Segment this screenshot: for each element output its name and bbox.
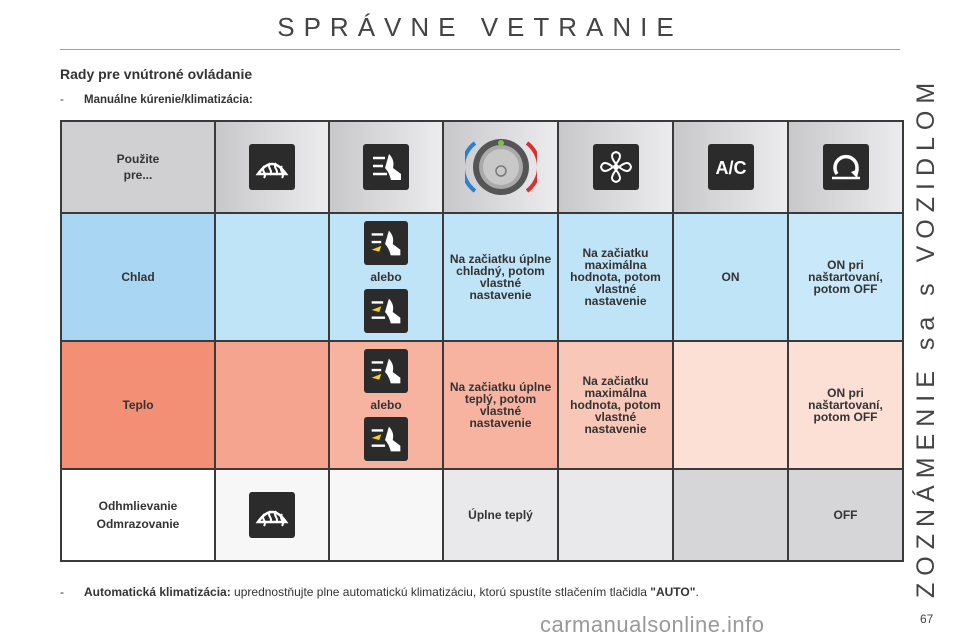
fan-icon [593, 144, 639, 190]
air-distribution-icon [363, 144, 409, 190]
header-defrost-cell [215, 121, 329, 213]
cold-temperature-text: Na začiatku úplne chladný, potom vlastné nastavenie [443, 213, 558, 341]
warm-temperature-text: Na začiatku úplne teplý, potom vlastné nastavenie [443, 341, 558, 469]
bullet-dash: - [60, 94, 64, 106]
or-label: alebo [370, 398, 402, 412]
ac-icon-label: A/C [715, 158, 746, 178]
manual-heating-subheading [60, 94, 253, 106]
cold-ac-text: ON [673, 213, 788, 341]
air-recirculation-icon [823, 144, 869, 190]
header-distribution-cell [329, 121, 443, 213]
section-heading: Rady pre vnútroné ovládanie [60, 66, 253, 82]
use-for-line2: pre... [123, 168, 153, 182]
warm-ac-cell [673, 341, 788, 469]
auto-button-label: "AUTO" [650, 585, 696, 599]
auto-climate-note [60, 585, 699, 599]
defog-temperature-text: Úplne teplý [443, 469, 558, 561]
warm-row [61, 341, 903, 469]
air-distribution-upper-icon [364, 221, 408, 265]
header-ac-cell [673, 121, 788, 213]
windshield-defrost-icon [249, 144, 295, 190]
warm-fan-text: Na začiatku maximálna hodnota, potom vlastné nastavenie [558, 341, 673, 469]
cold-fan-text: Na začiatku maximálna hodnota, potom vlastné nastavenie [558, 213, 673, 341]
side-chapter-title: ZOZNÁMENIE sa s VOZIDLOM [912, 75, 940, 598]
manual-heating-label: Manuálne kúrenie/klimatizácia: [84, 94, 253, 106]
air-distribution-lower-icon [364, 289, 408, 333]
title-divider [60, 49, 900, 50]
defog-label-line2: Odmrazovanie [96, 517, 180, 531]
page-number: 67 [920, 612, 934, 626]
auto-climate-end: . [695, 585, 699, 599]
ac-icon [708, 144, 754, 190]
defog-distribution-cell [329, 469, 443, 561]
page-title: SPRÁVNE VETRANIE [277, 12, 683, 42]
or-label: alebo [370, 270, 402, 284]
cold-distribution-cell [329, 213, 443, 341]
warm-distribution-cell [329, 341, 443, 469]
defog-recirculation-text: OFF [788, 469, 903, 561]
cold-recirculation-text: ON pri naštartovaní, potom OFF [788, 213, 903, 341]
air-distribution-lower-icon [364, 417, 408, 461]
warm-label: Teplo [61, 341, 215, 469]
defog-defrost-cell [215, 469, 329, 561]
watermark: carmanualsonline.info [540, 612, 765, 637]
cold-label: Chlad [61, 213, 215, 341]
defog-label [61, 469, 215, 561]
defog-ac-cell [673, 469, 788, 561]
cold-defrost-cell [215, 213, 329, 341]
use-for-header [61, 121, 215, 213]
table-header-row [61, 121, 903, 213]
temperature-dial-icon [465, 131, 537, 203]
header-recirculation-cell [788, 121, 903, 213]
header-temperature-cell [443, 121, 558, 213]
bullet-dash: - [60, 585, 64, 599]
defog-fan-cell [558, 469, 673, 561]
auto-climate-label: Automatická klimatizácia: [84, 585, 231, 599]
auto-climate-text: uprednostňujte plne automatickú klimatizáciu, ktorú spustíte stlačením tlačidla [230, 585, 651, 599]
cold-row [61, 213, 903, 341]
warm-defrost-cell [215, 341, 329, 469]
ventilation-table [60, 120, 904, 562]
header-fan-cell [558, 121, 673, 213]
windshield-defrost-icon [249, 492, 295, 538]
defog-label-line1: Odhmlievanie [98, 499, 178, 513]
air-distribution-upper-icon [364, 349, 408, 393]
use-for-line1: Použite [116, 152, 160, 166]
defog-row [61, 469, 903, 561]
warm-recirculation-text: ON pri naštartovaní, potom OFF [788, 341, 903, 469]
